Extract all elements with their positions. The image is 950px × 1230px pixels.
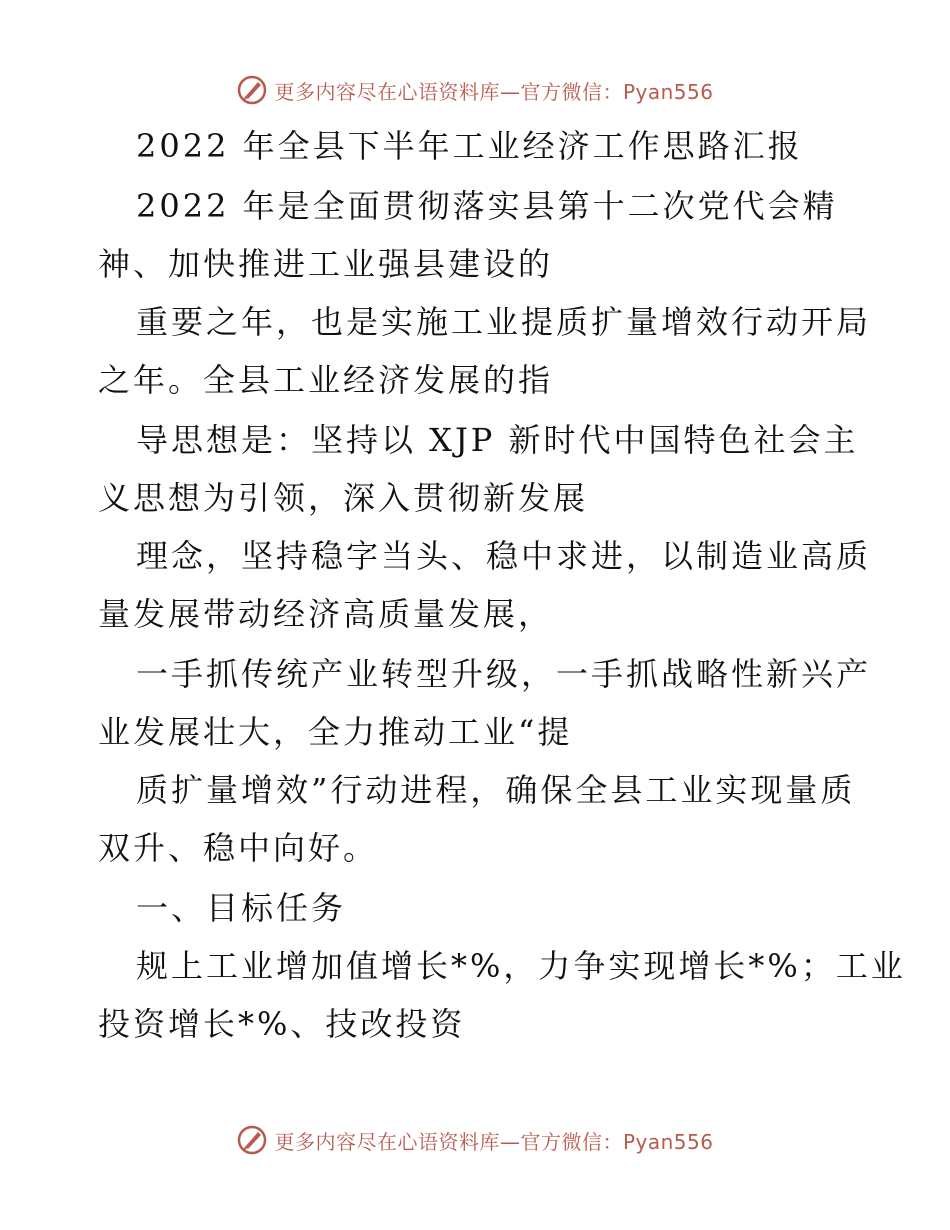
paragraph-line: 规上工业增加值增长*%，力争实现增长*%；工业 [136,947,906,985]
watermark-text: 更多内容尽在心语资料库—官方微信：Pyan556 [274,1129,714,1154]
paragraph-line: 重要之年，也是实施工业提质扩量增效行动开局 [136,303,872,341]
watermark-text: 更多内容尽在心语资料库—官方微信：Pyan556 [274,79,714,104]
paragraph-line: 一手抓传统产业转型升级，一手抓战略性新兴产 [136,655,872,693]
quill-pen-logo-icon [236,1124,268,1156]
section-heading: 一、目标任务 [136,889,347,927]
document-title: 2022 年全县下半年工业经济工作思路汇报 [136,127,803,165]
paragraph-line: 量发展带动经济高质量发展， [98,595,554,633]
paragraph-line: 理念，坚持稳字当头、稳中求进，以制造业高质 [136,537,872,575]
paragraph-line: 神、加快推进工业强县建设的 [98,245,554,283]
paragraph-line: 之年。全县工业经济发展的指 [98,361,554,399]
paragraph-line: 2022 年是全面贯彻落实县第十二次党代会精 [136,187,838,225]
paragraph-line: 投资增长*%、技改投资 [98,1005,466,1043]
paragraph-line: 义思想为引领，深入贯彻新发展 [98,479,589,517]
paragraph-line: 导思想是：坚持以 XJP 新时代中国特色社会主 [136,421,859,459]
paragraph-line: 业发展壮大，全力推动工业“提 [98,713,573,751]
watermark-header [0,70,950,110]
watermark-footer [0,1120,950,1160]
paragraph-line: 双升、稳中向好。 [98,829,379,867]
paragraph-line: 质扩量增效”行动进程，确保全县工业实现量质 [136,771,856,809]
quill-pen-logo-icon [236,74,268,106]
